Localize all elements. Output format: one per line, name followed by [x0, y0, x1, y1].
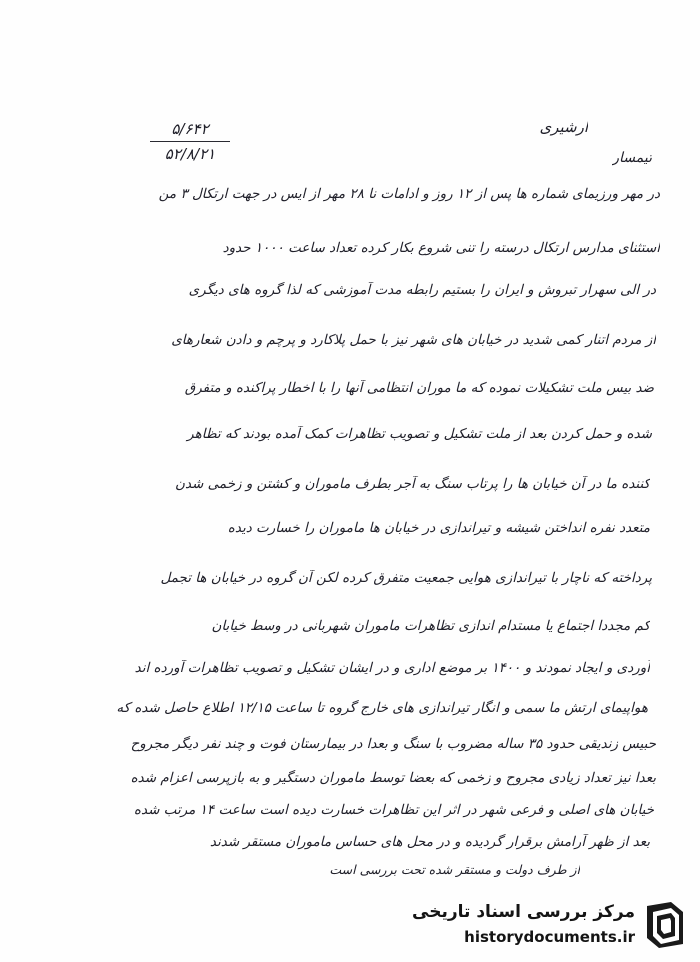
watermark	[412, 898, 695, 958]
body-line: پرداخته که ناچار با تیراندازی هوایی جمعیت متفرق کرده لکن آن گروه در خیابان ها تجمل	[160, 570, 652, 586]
body-line: در الی سهرار تبروش و ایران را بستیم رابطه مدت آموزشی که لذا گروه های دیگری	[188, 282, 656, 298]
body-line: خیابان های اصلی و فرعی شهر در اثر این تظاهرات خسارت دیده است ساعت ۱۴ مرتب شده	[133, 802, 654, 818]
body-line: از مردم اتنار کمی شدید در خیابان های شهر نیز با حمل پلاکارد و پرچم و دادن شعارهای	[171, 332, 656, 348]
body-line: ضد بیس ملت تشکیلات نموده که ما موران انتظامی آنها را با اخطار پراکنده و متفرق	[184, 380, 654, 396]
body-line: استثنای مدارس ارتکال درسته را تنی شروع بکار کرده تعداد ساعت ۱۰۰۰ حدود	[222, 240, 660, 256]
watermark-title: مرکز بررسی اسناد تاریخی	[412, 902, 635, 922]
recipient-heading: ارشیری	[539, 118, 588, 136]
body-line: کننده ما در آن خیابان ها را پرتاب سنگ به آجر بطرف ماموران و کشتن و زخمی شدن	[175, 476, 650, 492]
body-line: متعدد نفره انداختن شیشه و تیراندازی در خیابان ها ماموران را خسارت دیده	[227, 520, 650, 536]
body-line: آوردی و ایجاد نمودند و ۱۴۰۰ بر موضع اداری و در ایشان تشکیل و تصویب تظاهرات آورده اند	[134, 660, 650, 676]
body-line: در مهر ورزیمای شماره ها پس از ۱۲ روز و ادامات نا ۲۸ مهر از ایس در جهت ارتکال ۳ من	[158, 186, 660, 202]
body-line: حبیس زندیقی حدود ۳۵ ساله مضروب با سنگ و بعدا در بیمارستان فوت و چند نفر دیگر مجروح	[130, 736, 656, 752]
closing-line: از طرف دولت و مستقر شده تحت بررسی است	[329, 862, 580, 877]
body-line: هواپیمای ارتش ما سمی و انگار تیراندازی های خارج گروه تا ساعت ۱۲/۱۵ اطلاع حاصل شده که	[116, 700, 648, 716]
salutation: تیمسار	[612, 150, 652, 166]
folded-book-logo-icon	[641, 898, 689, 950]
reference-block	[150, 120, 230, 163]
body-line: کم مجددا اجتماع یا مستدام اندازی تظاهرات ماموران شهربانی در وسط خیابان	[211, 618, 650, 634]
body-line: بعد از ظهر آرامش برقرار گردیده و در محل های حساس ماموران مستقر شدند	[209, 834, 650, 850]
watermark-url: historydocuments.ir	[464, 928, 635, 946]
reference-date: ۵۲/۸/۲۱	[164, 145, 216, 163]
body-line: بعدا نیز تعداد زیادی مجروح و زخمی که بعضا توسط ماموران دستگیر و به بازپرسی اعزام شده	[130, 770, 656, 786]
body-line: شده و حمل کردن بعد از ملت تشکیل و تصویب تظاهرات کمک آمده بودند که تظاهر	[187, 426, 652, 442]
reference-number: ۵/۶۴۲	[150, 120, 230, 142]
